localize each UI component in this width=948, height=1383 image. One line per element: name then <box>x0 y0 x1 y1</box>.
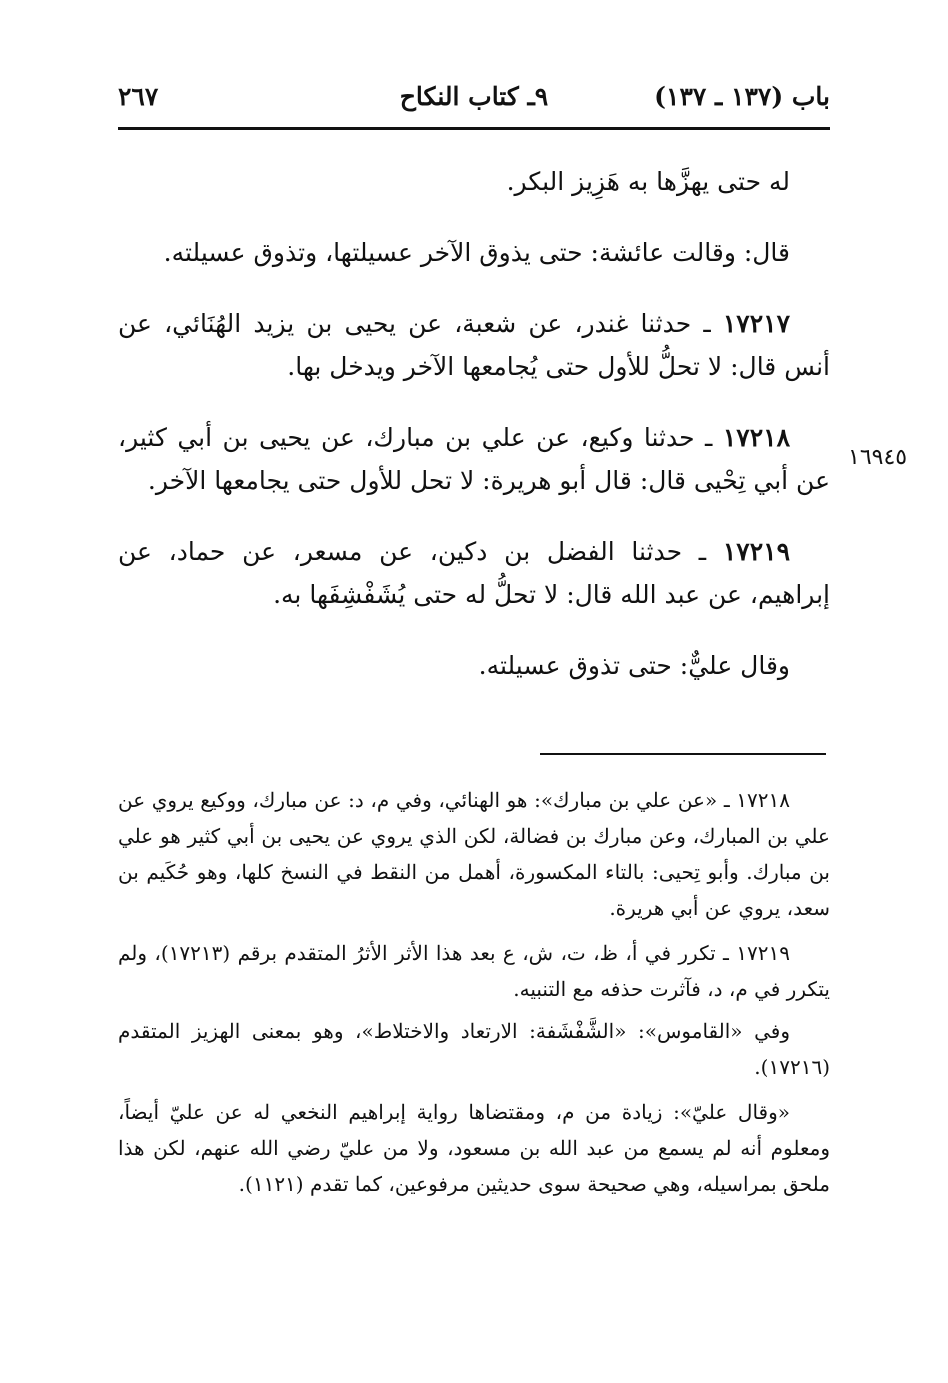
footnote: وفي «القاموس»: «الشَّفْشَفة: الارتعاد والاختلاط»، وهو بمعنى الهزيز المتقدم (١٧٢١٦). <box>118 1019 830 1079</box>
header-rule <box>118 127 830 130</box>
hadith-17218 <box>118 416 830 502</box>
main-text <box>118 160 830 687</box>
text-paragraph: قال: وقالت عائشة: حتى يذوق الآخر عسيلتها، وتذوق عسيلته. <box>163 238 790 267</box>
text-paragraph: له حتى يهزَّها به هَزِيز البكر. <box>506 167 790 196</box>
page-header <box>118 82 830 124</box>
text-paragraph: وقال عليٌّ: حتى تذوق عسيلته. <box>478 651 790 680</box>
hadith-text: ـ حدثنا وكيع، عن علي بن مبارك، عن يحيى بن أبي كثير، عن أبي تِحْيى قال: قال أبو هريرة: لا تحل للأول حتى يجامعها الآخر. <box>118 423 830 495</box>
hadith-number: ١٧٢١٩ <box>722 537 790 566</box>
margin-reference-number: ١٦٩٤٥ <box>848 445 908 470</box>
footnote: ١٧٢١٩ ـ تكرر في أ، ظ، ت، ش، ع بعد هذا الأثر الأثرُ المتقدم برقم (١٧٢١٣)، ولم يتكرر في م، د، فآثرت حذفه مع التنبيه. <box>118 941 830 1001</box>
page-number: ٢٦٧ <box>118 82 159 111</box>
hadith-17217 <box>118 302 830 388</box>
footnote: ١٧٢١٨ ـ «عن علي بن مبارك»: هو الهنائي، وفي م، د: عن مبارك، ووكيع يروي عن علي بن المبارك، وعن مبارك بن فضالة، لكن الذي يروي عن يحيى بن أبي كثير هو علي بن مبارك. وأبو تِحيى: بالتاء المكسورة، أهمل من النقط في النسخ كلها، وهو حُكَيم بن سعد، يروي عن أبي هريرة. <box>118 788 830 920</box>
footnotes <box>118 782 830 1211</box>
hadith-text: ـ حدثنا الفضل بن دكين، عن مسعر، عن حماد، عن إبراهيم، عن عبد الله قال: لا تحلُّ له حتى يُشَفْشِفَها به. <box>118 537 830 609</box>
hadith-17219 <box>118 530 830 616</box>
footnote: «وقال عليّ»: زيادة من م، ومقتضاها رواية إبراهيم النخعي له عن عليّ أيضاً، ومعلوم أنه لم يسمع من عبد الله بن مسعود، ولا من عليّ رضي الله عنهم، لكن هذا ملحق بمراسيله، وهي صحيحة سوى حديثين مرفوعين، كما تقدم (١١٢١). <box>118 1100 830 1196</box>
footnote-divider <box>540 753 826 755</box>
hadith-number: ١٧٢١٨ <box>722 423 790 452</box>
book-title: ٩ـ كتاب النكاح <box>399 82 549 111</box>
hadith-number: ١٧٢١٧ <box>722 309 790 338</box>
hadith-text: ـ حدثنا غندر، عن شعبة، عن يحيى بن يزيد الهُنَائي، عن أنس قال: لا تحلُّ للأول حتى يُجامعها الآخر ويدخل بها. <box>118 309 830 381</box>
chapter-range: باب (١٣٧ ـ ١٣٧) <box>654 82 830 111</box>
